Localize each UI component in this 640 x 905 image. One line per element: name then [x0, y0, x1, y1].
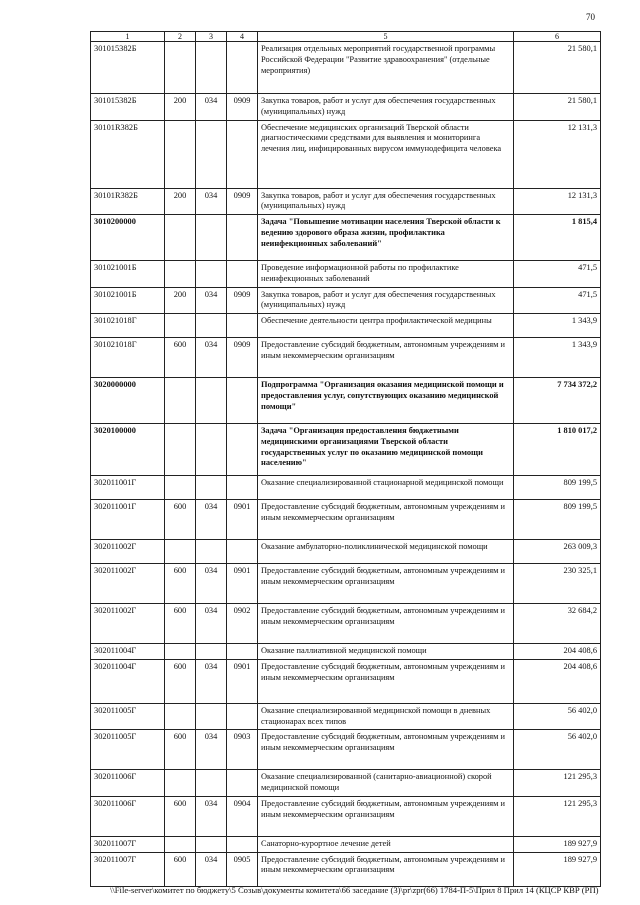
cell-expense-type: 0905 — [227, 852, 258, 886]
cell-section — [165, 770, 196, 797]
cell-subsection — [196, 215, 227, 261]
cell-section: 600 — [165, 796, 196, 836]
cell-amount: 21 580,1 — [514, 94, 601, 121]
cell-amount: 121 295,3 — [514, 770, 601, 797]
cell-amount: 263 009,3 — [514, 540, 601, 564]
cell-expense-type: 0901 — [227, 659, 258, 703]
cell-code: 30101R382Б — [91, 120, 165, 188]
column-header: 3 — [196, 32, 227, 42]
cell-subsection: 034 — [196, 659, 227, 703]
table-row — [91, 564, 601, 604]
table-row — [91, 540, 601, 564]
cell-code: 3020100000 — [91, 424, 165, 476]
cell-section — [165, 314, 196, 338]
cell-subsection — [196, 770, 227, 797]
cell-subsection: 034 — [196, 730, 227, 770]
cell-section — [165, 120, 196, 188]
cell-code: 302011002Г — [91, 604, 165, 644]
cell-name: Предоставление субсидий бюджетным, автономным учреждениям и иным некоммерческим организациям — [258, 500, 514, 540]
cell-code: 302011004Г — [91, 644, 165, 660]
cell-name: Предоставление субсидий бюджетным, автономным учреждениям и иным некоммерческим организациям — [258, 659, 514, 703]
cell-subsection — [196, 703, 227, 730]
cell-name: Предоставление субсидий бюджетным, автономным учреждениям и иным некоммерческим организациям — [258, 852, 514, 886]
cell-amount: 12 131,3 — [514, 120, 601, 188]
cell-section: 600 — [165, 852, 196, 886]
cell-code: 302011007Г — [91, 852, 165, 886]
table-row — [91, 188, 601, 215]
table-row — [91, 215, 601, 261]
page-number: 70 — [586, 12, 595, 22]
cell-amount: 471,5 — [514, 287, 601, 314]
cell-subsection — [196, 261, 227, 288]
cell-section — [165, 703, 196, 730]
cell-code: 301021018Г — [91, 314, 165, 338]
table-row — [91, 500, 601, 540]
cell-section — [165, 476, 196, 500]
table-row — [91, 659, 601, 703]
cell-section — [165, 215, 196, 261]
cell-expense-type — [227, 314, 258, 338]
cell-expense-type: 0901 — [227, 500, 258, 540]
cell-section: 200 — [165, 94, 196, 121]
cell-expense-type: 0902 — [227, 604, 258, 644]
cell-subsection — [196, 476, 227, 500]
cell-code: 302011006Г — [91, 770, 165, 797]
table-row — [91, 730, 601, 770]
cell-section — [165, 261, 196, 288]
cell-amount: 189 927,9 — [514, 852, 601, 886]
table-row — [91, 94, 601, 121]
cell-code: 302011006Г — [91, 796, 165, 836]
table-row — [91, 852, 601, 886]
table-row — [91, 796, 601, 836]
cell-section: 200 — [165, 287, 196, 314]
cell-subsection: 034 — [196, 796, 227, 836]
table-row — [91, 604, 601, 644]
cell-name: Оказание специализированной медицинской помощи в дневных стационарах всех типов — [258, 703, 514, 730]
cell-subsection: 034 — [196, 188, 227, 215]
cell-section — [165, 644, 196, 660]
cell-subsection — [196, 314, 227, 338]
table-row — [91, 476, 601, 500]
cell-code: 302011004Г — [91, 659, 165, 703]
cell-amount: 204 408,6 — [514, 644, 601, 660]
cell-amount: 1 810 017,2 — [514, 424, 601, 476]
cell-code: 301015382Б — [91, 42, 165, 94]
table-header-row — [91, 32, 601, 42]
cell-subsection: 034 — [196, 604, 227, 644]
table-row — [91, 378, 601, 424]
table-row — [91, 314, 601, 338]
cell-code: 301015382Б — [91, 94, 165, 121]
cell-amount: 230 325,1 — [514, 564, 601, 604]
cell-expense-type — [227, 703, 258, 730]
cell-section — [165, 540, 196, 564]
cell-name: Санаторно-курортное лечение детей — [258, 836, 514, 852]
table-row — [91, 424, 601, 476]
table-row — [91, 120, 601, 188]
cell-name: Обеспечение деятельности центра профилактической медицины — [258, 314, 514, 338]
cell-code: 3020000000 — [91, 378, 165, 424]
column-header: 2 — [165, 32, 196, 42]
cell-section: 600 — [165, 659, 196, 703]
cell-name: Задача "Организация предоставления бюджетными медицинскими организациями Тверской области государственных услуг по оказанию медицинской помощи населению" — [258, 424, 514, 476]
cell-expense-type: 0904 — [227, 796, 258, 836]
cell-amount: 471,5 — [514, 261, 601, 288]
cell-name: Оказание специализированной стационарной медицинской помощи — [258, 476, 514, 500]
cell-subsection: 034 — [196, 94, 227, 121]
cell-code: 301021001Б — [91, 261, 165, 288]
cell-section: 600 — [165, 500, 196, 540]
table-row — [91, 287, 601, 314]
table-row — [91, 770, 601, 797]
cell-expense-type — [227, 424, 258, 476]
cell-expense-type — [227, 540, 258, 564]
cell-amount: 7 734 372,2 — [514, 378, 601, 424]
file-path-footer: \\File-server\комитет по бюджету\5 Созыв\документы комитета\66 заседание (3)\pr\zpr(66) 1784-П-5\Прил 8 Прил 14 (КЦСР КВР (РП) — [110, 885, 599, 895]
cell-name: Оказание специализированной (санитарно-авиационной) скорой медицинской помощи — [258, 770, 514, 797]
cell-expense-type — [227, 836, 258, 852]
cell-amount: 189 927,9 — [514, 836, 601, 852]
cell-section — [165, 836, 196, 852]
cell-expense-type: 0909 — [227, 287, 258, 314]
cell-expense-type — [227, 770, 258, 797]
cell-expense-type: 0909 — [227, 188, 258, 215]
cell-expense-type — [227, 378, 258, 424]
cell-expense-type: 0909 — [227, 338, 258, 378]
cell-subsection — [196, 644, 227, 660]
cell-expense-type: 0901 — [227, 564, 258, 604]
cell-code: 302011005Г — [91, 703, 165, 730]
cell-expense-type — [227, 215, 258, 261]
cell-expense-type — [227, 261, 258, 288]
cell-name: Предоставление субсидий бюджетным, автономным учреждениям и иным некоммерческим организациям — [258, 338, 514, 378]
cell-subsection — [196, 836, 227, 852]
cell-subsection: 034 — [196, 852, 227, 886]
table-row — [91, 644, 601, 660]
cell-code: 302011001Г — [91, 476, 165, 500]
cell-code: 30101R382Б — [91, 188, 165, 215]
cell-name: Закупка товаров, работ и услуг для обеспечения государственных (муниципальных) нужд — [258, 287, 514, 314]
cell-section — [165, 42, 196, 94]
cell-amount: 1 815,4 — [514, 215, 601, 261]
cell-name: Проведение информационной работы по профилактике неинфекционных заболеваний — [258, 261, 514, 288]
cell-name: Предоставление субсидий бюджетным, автономным учреждениям и иным некоммерческим организациям — [258, 604, 514, 644]
cell-code: 302011005Г — [91, 730, 165, 770]
cell-expense-type: 0909 — [227, 94, 258, 121]
cell-code: 302011002Г — [91, 540, 165, 564]
cell-name: Подпрограмма "Организация оказания медицинской помощи и предоставления услуг, сопутствующих оказанию медицинской помощи" — [258, 378, 514, 424]
table-row — [91, 42, 601, 94]
column-header: 1 — [91, 32, 165, 42]
cell-amount: 21 580,1 — [514, 42, 601, 94]
cell-name: Предоставление субсидий бюджетным, автономным учреждениям и иным некоммерческим организациям — [258, 564, 514, 604]
cell-name: Задача "Повышение мотивации населения Тверской области к ведению здорового образа жизни, профилактика неинфекционных заболеваний" — [258, 215, 514, 261]
cell-section: 200 — [165, 188, 196, 215]
table-row — [91, 338, 601, 378]
cell-subsection: 034 — [196, 500, 227, 540]
cell-expense-type — [227, 644, 258, 660]
cell-subsection — [196, 540, 227, 564]
budget-table — [90, 31, 601, 887]
cell-expense-type — [227, 476, 258, 500]
cell-amount: 56 402,0 — [514, 730, 601, 770]
cell-code: 302011001Г — [91, 500, 165, 540]
cell-code: 302011002Г — [91, 564, 165, 604]
cell-code: 302011007Г — [91, 836, 165, 852]
cell-section — [165, 424, 196, 476]
cell-subsection — [196, 42, 227, 94]
cell-subsection: 034 — [196, 564, 227, 604]
cell-subsection: 034 — [196, 287, 227, 314]
table-row — [91, 703, 601, 730]
cell-subsection — [196, 424, 227, 476]
cell-section: 600 — [165, 564, 196, 604]
cell-name: Закупка товаров, работ и услуг для обеспечения государственных (муниципальных) нужд — [258, 188, 514, 215]
cell-name: Обеспечение медицинских организаций Тверской области диагностическими средствами для выявления и мониторинга лечения лиц, инфицированных вирусом иммунодефицита человека — [258, 120, 514, 188]
cell-subsection — [196, 378, 227, 424]
cell-name: Оказание амбулаторно-поликлинической медицинской помощи — [258, 540, 514, 564]
cell-section: 600 — [165, 338, 196, 378]
cell-name: Закупка товаров, работ и услуг для обеспечения государственных (муниципальных) нужд — [258, 94, 514, 121]
cell-amount: 32 684,2 — [514, 604, 601, 644]
cell-expense-type — [227, 42, 258, 94]
cell-code: 301021001Б — [91, 287, 165, 314]
cell-name: Предоставление субсидий бюджетным, автономным учреждениям и иным некоммерческим организациям — [258, 730, 514, 770]
cell-subsection — [196, 120, 227, 188]
cell-subsection: 034 — [196, 338, 227, 378]
cell-section — [165, 378, 196, 424]
cell-expense-type — [227, 120, 258, 188]
cell-amount: 1 343,9 — [514, 314, 601, 338]
cell-amount: 809 199,5 — [514, 476, 601, 500]
cell-name: Оказание паллиативной медицинской помощи — [258, 644, 514, 660]
column-header: 6 — [514, 32, 601, 42]
column-header: 5 — [258, 32, 514, 42]
cell-amount: 12 131,3 — [514, 188, 601, 215]
cell-name: Предоставление субсидий бюджетным, автономным учреждениям и иным некоммерческим организациям — [258, 796, 514, 836]
cell-amount: 56 402,0 — [514, 703, 601, 730]
cell-amount: 204 408,6 — [514, 659, 601, 703]
cell-expense-type: 0903 — [227, 730, 258, 770]
cell-amount: 809 199,5 — [514, 500, 601, 540]
cell-code: 3010200000 — [91, 215, 165, 261]
table-row — [91, 261, 601, 288]
cell-section: 600 — [165, 604, 196, 644]
table-row — [91, 836, 601, 852]
cell-amount: 1 343,9 — [514, 338, 601, 378]
cell-amount: 121 295,3 — [514, 796, 601, 836]
cell-name: Реализация отдельных мероприятий государственной программы Российской Федерации "Развитие здравоохранения" (отдельные мероприятия) — [258, 42, 514, 94]
cell-code: 301021018Г — [91, 338, 165, 378]
column-header: 4 — [227, 32, 258, 42]
cell-section: 600 — [165, 730, 196, 770]
